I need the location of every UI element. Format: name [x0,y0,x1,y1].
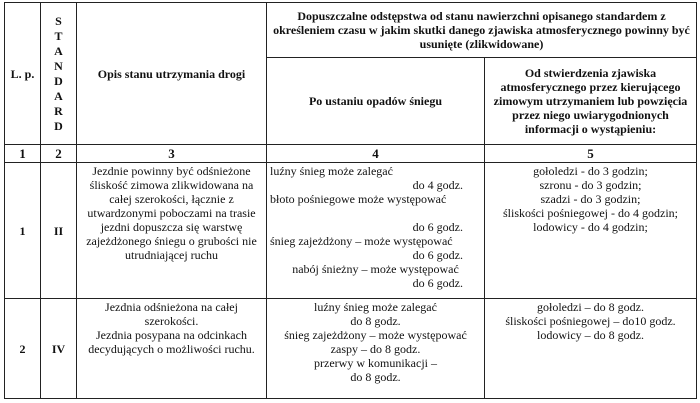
row-col5 [485,299,697,399]
col4-line: luźny śnieg może zalegać [270,164,393,178]
col4-line: do 6 godz. [412,248,463,262]
standard-letter: N [54,58,63,73]
col4-line: do 6 godz. [412,276,463,290]
row-standard: IV [41,299,77,399]
header-lp: L. p. [5,3,41,145]
col4-line: do 4 godz. [412,178,463,192]
column-number: 2 [41,145,77,163]
standard-letter: A [54,43,63,58]
row-col5 [485,163,697,299]
row-col4 [267,299,485,399]
standard-letter: T [54,28,63,43]
standard-letter: D [54,118,63,133]
col4-line: do 6 godz. [412,220,463,234]
col5-line: śliskości pośniegowej – do10 godz. [505,314,676,328]
header-group: Dopuszczalne odstępstwa od stanu nawierzchni opisanego standardem z określeniem czasu w jakim skutki danego zjawiska atmosferycznego powinny być usunięte (zlikwidowane) [267,3,697,58]
col4-line: śnieg zajeżdżony – może występować [270,234,453,248]
col4-line: nabój śnieżny – może występować [292,262,459,276]
col5-line: gołoledzi - do 3 godzin; [533,164,648,178]
column-number: 5 [485,145,697,163]
col4-line: przerwy w komunikacji – [314,356,437,370]
col4-line: do 8 godz. [350,370,401,384]
column-numbers-row [5,145,697,163]
header-opis: Opis stanu utrzymania drogi [77,3,267,145]
col5-line: szadzi - do 3 godzin; [540,192,641,206]
col5-line: szronu - do 3 godzin; [539,178,642,192]
column-number: 3 [77,145,267,163]
row-opis: Jezdnie powinny być odśnieżone śliskość zimowa zlikwidowana na całej szerokości, łącznie z utwardzonymi poboczami na trasie jezdni dopuszcza się warstwę zajeżdżonego śniegu o grubości nie utrudniającej ruchu [77,163,267,299]
row-opis: Jezdnia odśnieżona na całej szerokości. Jezdnia posypana na odcinkach decydujących o możliwości ruchu. [77,299,267,399]
standard-letter: D [54,73,63,88]
table-row [5,299,697,399]
header-od-stwierdzenia: Od stwierdzenia zjawiska atmosferycznego przez kierującego zimowym utrzymaniem lub powzięcia przez niego uwiarygodnionych informacji o wystąpieniu: [485,58,697,145]
col5-line: gołoledzi – do 8 godz. [537,300,644,314]
row-standard: II [41,163,77,299]
col4-line: zaspy – do 8 godz. [330,342,421,356]
row-lp: 2 [5,299,41,399]
header-standard [41,3,77,145]
col4-line: do 8 godz. [350,314,401,328]
column-number: 1 [5,145,41,163]
col4-line: błoto pośniegowe może występować [270,192,447,206]
row-lp: 1 [5,163,41,299]
header-po-ustaniu: Po ustaniu opadów śniegu [267,58,485,145]
col5-line: lodowicy - do 4 godzin; [533,220,648,234]
col5-line: śliskości pośniegowej - do 4 godzin; [503,206,678,220]
standard-letter: S [55,13,62,28]
standards-table [4,2,697,399]
standard-letter: A [54,88,63,103]
column-number: 4 [267,145,485,163]
table-row [5,163,697,299]
row-col4 [267,163,485,299]
col5-line: lodowicy – do 8 godz. [537,328,644,342]
standard-letter: R [54,103,63,118]
col4-line: śnieg zajeżdżony – może występować [284,328,467,342]
col4-line [270,206,481,220]
col4-line: luźny śnieg może zalegać [314,300,437,314]
